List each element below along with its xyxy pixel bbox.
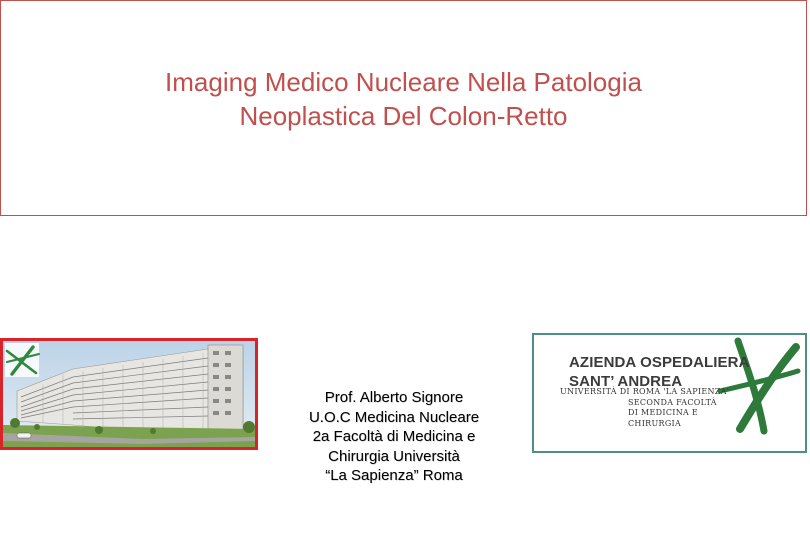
title-line: Imaging Medico Nucleare Nella Patologia bbox=[165, 67, 642, 97]
author-line: “La Sapienza” Roma bbox=[325, 467, 463, 484]
hospital-photo bbox=[0, 338, 258, 450]
logo-subtitle bbox=[560, 387, 730, 429]
author-block bbox=[276, 388, 512, 486]
title-line: Neoplastica Del Colon-Retto bbox=[239, 101, 568, 131]
logo-name-line: AZIENDA OSPEDALIERA bbox=[569, 354, 750, 371]
author-line: 2a Facoltà di Medicina e bbox=[312, 428, 476, 445]
author-line: U.O.C Medicina Nucleare bbox=[308, 408, 480, 426]
logo-name-line: SANT’ ANDREA bbox=[569, 373, 683, 390]
logo-sub-line: UNIVERSITÀ DI ROMA 'LA SAPIENZA' bbox=[560, 387, 730, 396]
title-box bbox=[0, 0, 807, 216]
slide-title bbox=[165, 65, 642, 133]
logo-sub-line: DI MEDICINA E CHIRURGIA bbox=[628, 408, 699, 428]
author-line: Prof. Alberto Signore bbox=[324, 389, 464, 406]
logo-name bbox=[569, 353, 750, 391]
hospital-building-image bbox=[3, 341, 255, 447]
author-line: Chirurgia Università bbox=[328, 447, 460, 465]
logo-sub-line: SECONDA FACOLTÀ bbox=[628, 397, 717, 407]
green-cross-icon bbox=[5, 343, 39, 377]
hospital-logo bbox=[532, 333, 807, 453]
